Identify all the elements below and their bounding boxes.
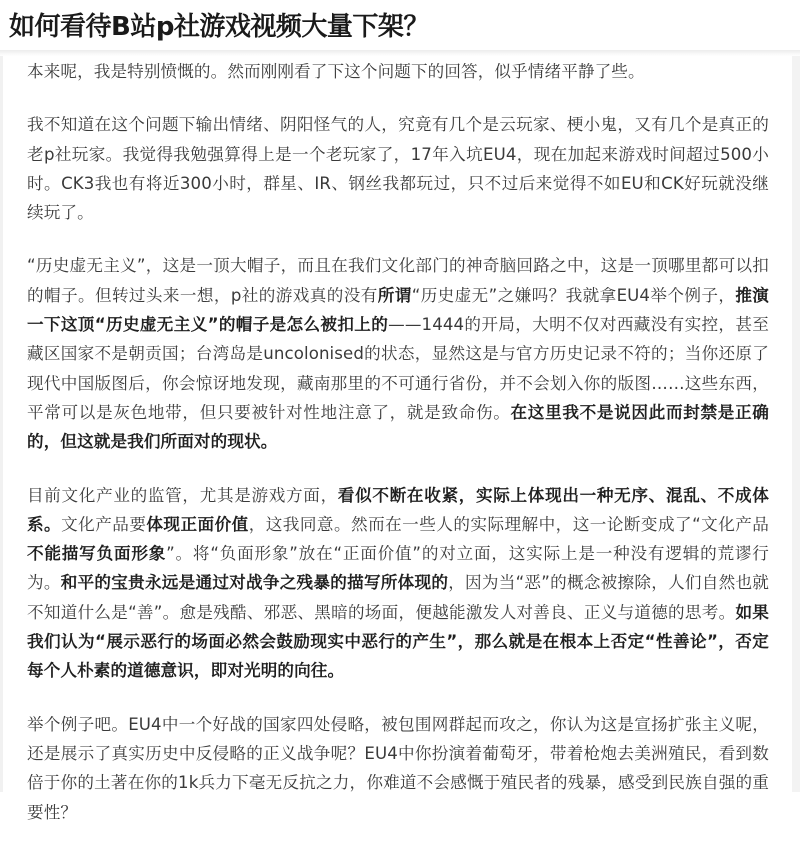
text-run: ，因为当“恶”的概念被擦除，人们自然也就不知道什么是“善”。愈是残酷、邪恶、黑暗的场面，便越能激发人对善良、正义与道德的思考。 bbox=[27, 573, 769, 622]
text-run: 本来呢，我是特别愤慨的。然而刚刚看了下这个问题下的回答，似乎情绪平静了些。 bbox=[27, 62, 645, 81]
header-divider bbox=[0, 50, 800, 56]
text-run: ——1444的开局，大明不仅对西藏没有实控，甚至藏区国家不是朝贡国；台湾岛是uncolonised的状态，显然这是与官方历史记录不符的；当你还原了现代中国版图后，你会惊讶地发现，藏南那里的不可通行省份，并不会划入你的版图……这些东西，平常可以是灰色地带，但只要被针对性地注意了，就是致命伤。 bbox=[27, 315, 769, 422]
text-run: 我不知道在这个问题下输出情绪、阴阳怪气的人，究竟有几个是云玩家、梗小鬼，又有几个是真正的老p社玩家。我觉得我勉强算得上是一个老玩家了，17年入坑EU4，现在加起来游戏时间超过500小时。CK3我也有将近300小时，群星、IR、钢丝我都玩过，只不过后来觉得不如EU和CK好玩就没继续玩了。 bbox=[27, 115, 769, 223]
bold-text-run: 体现正面价值 bbox=[146, 514, 249, 534]
bold-text-run: 推演一下这顶“历史虚无主义”的帽子是怎么被扣上的 bbox=[27, 285, 769, 335]
text-run: 目前文化产业的监管，尤其是游戏方面， bbox=[27, 485, 338, 505]
text-run: 文化产品要 bbox=[61, 514, 147, 534]
bold-text-run: 所谓 bbox=[377, 285, 412, 305]
bold-text-run: 在这里我不是说因此而封禁是正确的，但这就是我们所面对的现状。 bbox=[27, 402, 769, 452]
answer-body bbox=[27, 57, 769, 851]
text-run: ”。将“负面形象”放在“正面价值”的对立面，这实际上是一种没有逻辑的荒谬行为。 bbox=[27, 544, 769, 593]
answer-paragraph-1 bbox=[27, 57, 769, 86]
answer-paragraph-2 bbox=[27, 110, 769, 227]
bold-text-run: 和平的宝贵永远是通过对战争之残暴的描写所体现的 bbox=[60, 573, 449, 593]
text-run: 举个例子吧。EU4中一个好战的国家四处侵略，被包围网群起而攻之，你认为这是宣扬扩张主义呢，还是展示了真实历史中反侵略的正义战争呢？EU4中你扮演着葡萄牙，带着枪炮去美洲殖民，看到数倍于你的土著在你的1k兵力下毫无反抗之力，你难道不会感慨于殖民者的残暴，感受到民族自强的重要性？ bbox=[27, 714, 769, 822]
answer-paragraph-5 bbox=[27, 710, 769, 827]
content-left-border bbox=[0, 56, 3, 792]
bold-text-run: 如果我们认为“展示恶行的场面必然会鼓励现实中恶行的产生”，那么就是在根本上否定“性善论”，否定每个人朴素的道德意识，即对光明的向往。 bbox=[27, 602, 769, 681]
bold-text-run: 看似不断在收紧，实际上体现出一种无序、混乱、不成体系。 bbox=[27, 485, 769, 534]
text-run: “历史虚无主义”，这是一顶大帽子，而且在我们文化部门的神奇脑回路之中，这是一顶哪里都可以扣的帽子。但转过头来一想，p社的游戏真的没有 bbox=[27, 256, 769, 305]
question-header bbox=[0, 0, 800, 50]
text-run: ，这我同意。然而在一些人的实际理解中，这一论断变成了“文化产品 bbox=[248, 514, 769, 534]
scrollbar-track[interactable] bbox=[792, 56, 800, 792]
question-title[interactable]: 如何看待B站p社游戏视频大量下架？ bbox=[9, 12, 429, 42]
answer-paragraph-4 bbox=[27, 481, 769, 686]
bold-text-run: 不能描写负面形象 bbox=[27, 544, 167, 564]
answer-paragraph-3 bbox=[27, 251, 769, 456]
text-run: “历史虚无”之嫌吗？我就拿EU4举个例子， bbox=[411, 285, 736, 305]
